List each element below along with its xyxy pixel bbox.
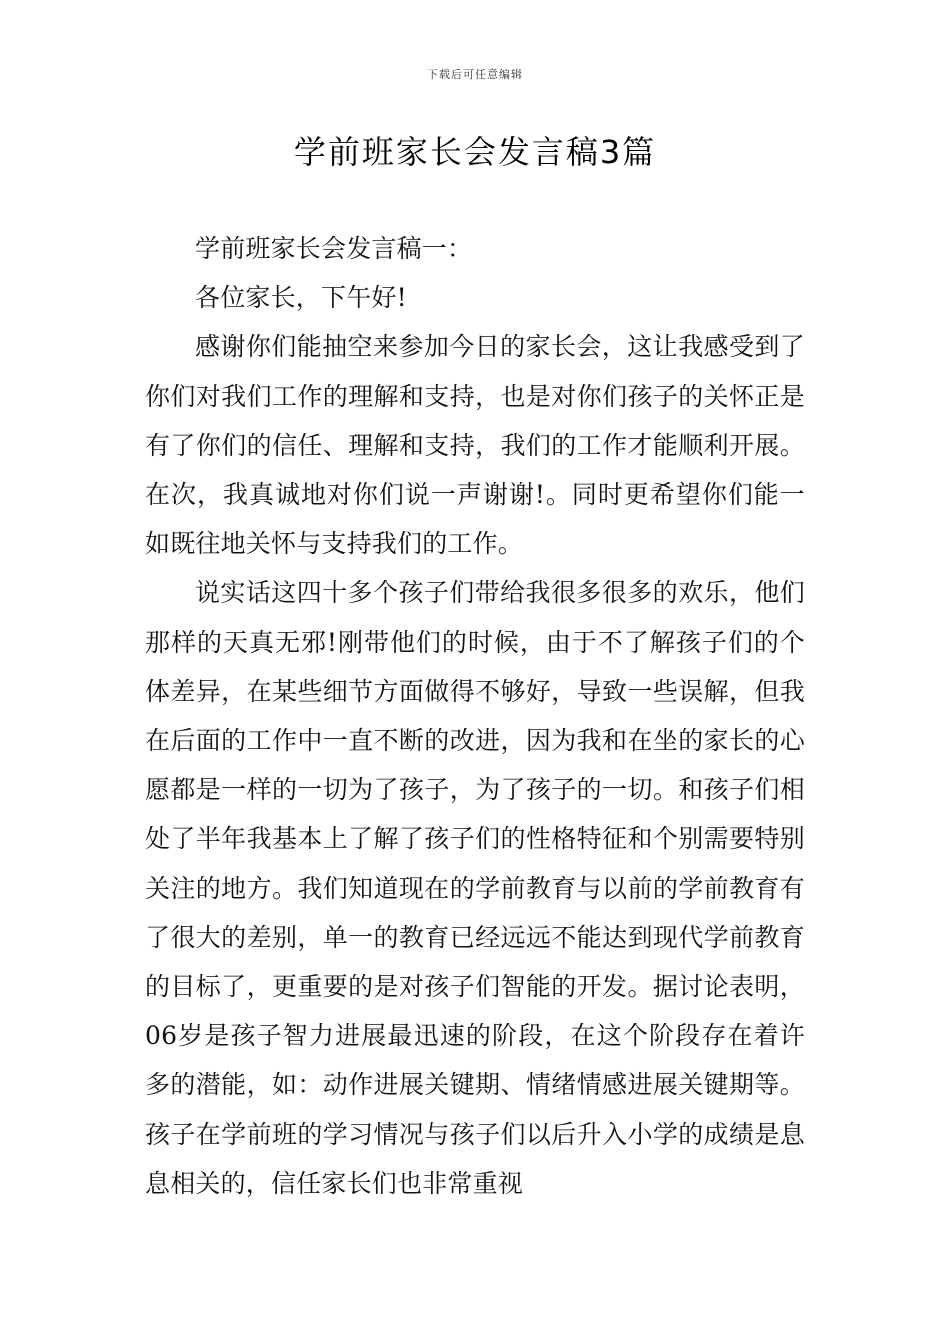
paragraph-greeting: 各位家长，下午好! bbox=[195, 283, 407, 313]
header-note: 下载后可任意编辑 bbox=[427, 68, 523, 81]
paragraph-section-heading: 学前班家长会发言稿一： bbox=[195, 234, 473, 263]
document-body bbox=[145, 224, 805, 1208]
paragraph-body: 说实话这四十多个孩子们带给我很多很多的欢乐，他们那样的天真无邪!刚带他们的时候，由于不了解孩子们的个体差异，在某些细节方面做得不够好，导致一些误解，但我在后面的工作中一直不断的改进，因为我和在坐的家长的心愿都是一样的一切为了孩子，为了孩子的一切。和孩子们相处了半年我基本上了解了孩子们的性格特征和个别需要特别关注的地方。我们知道现在的学前教育与以前的学前教育有了很大的差别，单一的教育已经远远不能达到现代学前教育的目标了，更重要的是对孩子们智能的开发。据讨论表明，06岁是孩子智力进展最迅速的阶段，在这个阶段存在着许多的潜能，如：动作进展关键期、情绪情感进展关键期等。孩子在学前班的学习情况与孩子们以后升入小学的成绩是息息相关的，信任家长们也非常重视 bbox=[145, 578, 805, 1198]
paragraph-thanks: 感谢你们能抽空来参加今日的家长会，这让我感受到了你们对我们工作的理解和支持，也是对你们孩子的关怀正是有了你们的信任、理解和支持，我们的工作才能顺利开展。在次，我真诚地对你们说一声谢谢!。同时更希望你们能一如既往地关怀与支持我们的工作。 bbox=[145, 332, 805, 559]
page-title: 学前班家长会发言稿3篇 bbox=[293, 133, 657, 171]
